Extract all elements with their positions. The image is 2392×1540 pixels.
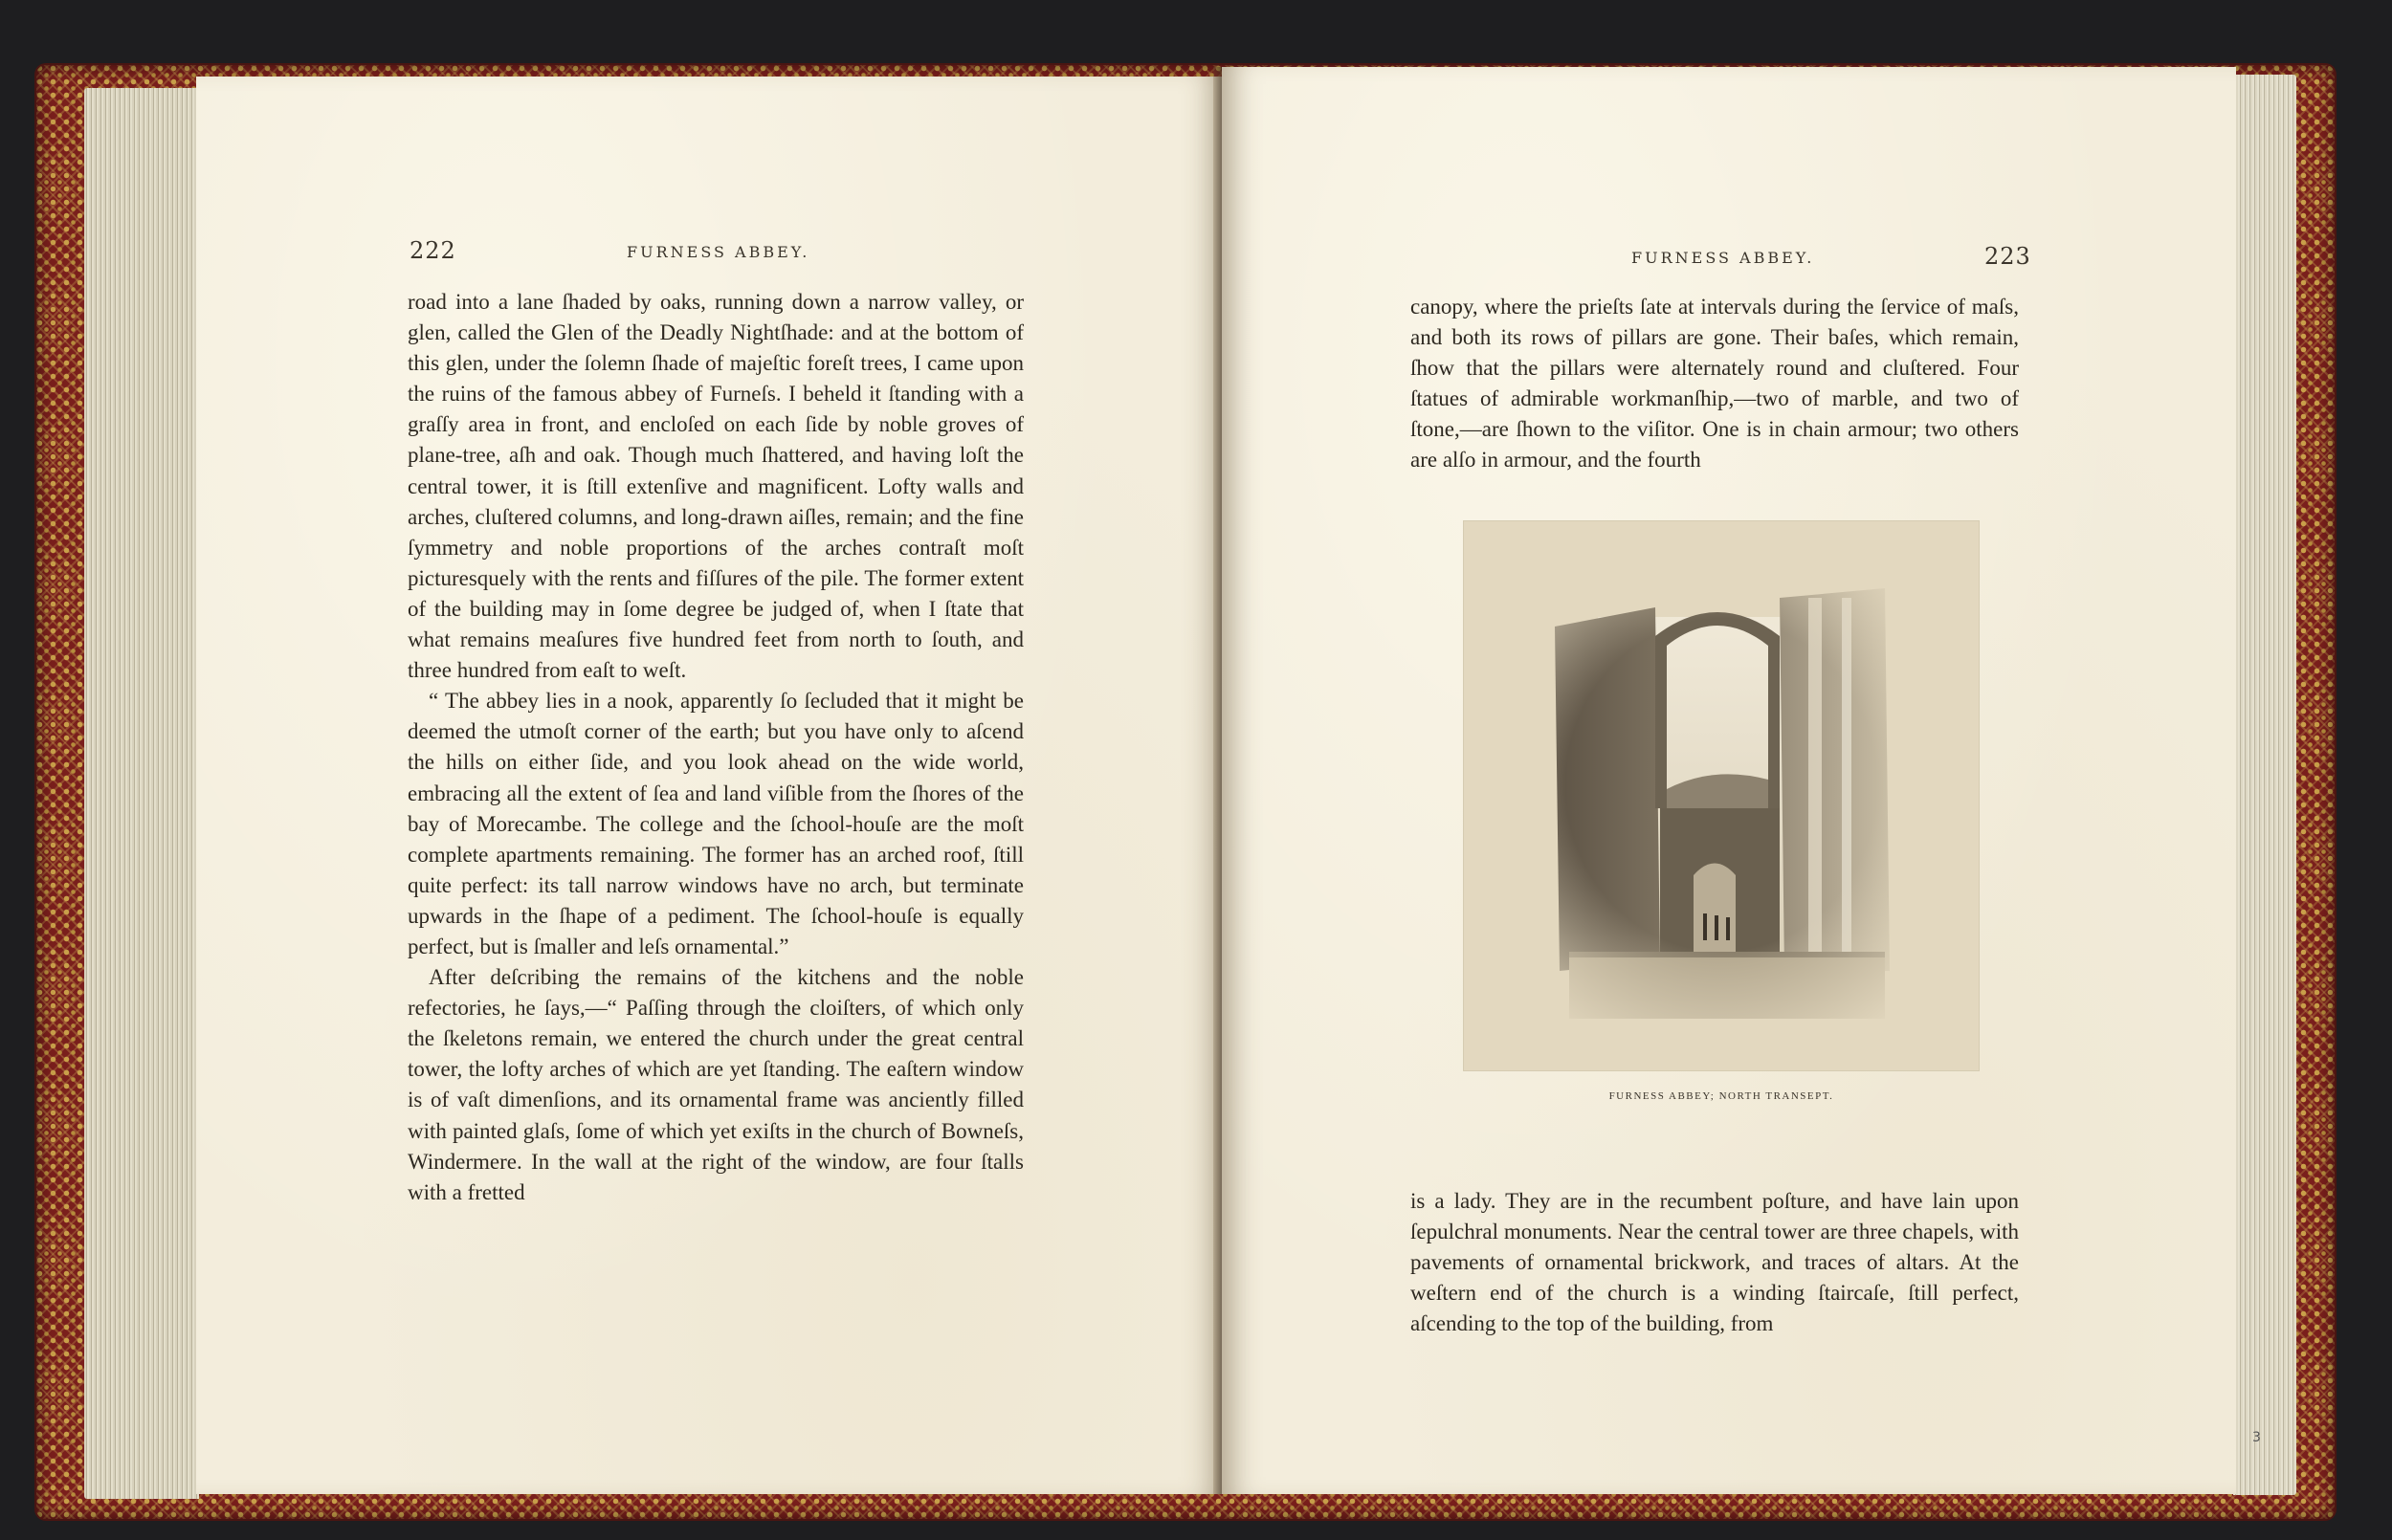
abbey-ruin-photo-image — [1464, 521, 1979, 1070]
left-paragraph: After deſcribing the remains of the kitchens and the noble refectories, he ſays,—“ Paſſing through the cloiſters, of which only the ſkeletons remain, we entered the church under the great central tower, the lofty arches of which are yet ſtanding. The eaſtern window is of vaſt dimenſions, and its ornamental frame was anciently filled with painted glaſs, ſome of which yet exiſts in the church of Bowneſs, Windermere. In the wall at the right of the window, are four ſtalls with a fretted — [408, 965, 1024, 1204]
right-text-block-top — [1410, 292, 2019, 476]
left-paragraph: road into a lane ſhaded by oaks, running down a narrow valley, or glen, called the Glen of the Deadly Nightſhade: and at the bottom of this glen, under the ſolemn ſhade of majeſtic foreſt trees, I came upon the ruins of the famous abbey of Furneſs. I beheld it ſtanding with a graſſy area in front, and encloſed on each ſide by noble groves of plane-tree, aſh and oak. Though much ſhattered, and having loſt the central tower, it is ſtill extenſive and magnificent. Lofty walls and arches, cluſtered columns, and long-drawn aiſles, remain; and the fine ſymmetry and noble proportions of the arches contraſt moſt picturesquely with the rents and fiſſures of the pile. The former extent of the building may in ſome degree be judged of, when I ſtate that what remains meaſures five hundred feet from north to ſouth, and three hundred from eaſt to weſt. — [408, 290, 1024, 683]
photo-caption: FURNESS ABBEY; NORTH TRANSEPT. — [1608, 1090, 1834, 1102]
left-page — [196, 77, 1222, 1494]
left-page-number: 222 — [410, 237, 456, 264]
edge-mark: 3 — [2252, 1430, 2261, 1445]
right-text-block-bottom — [1410, 1186, 2019, 1339]
left-page-edges — [84, 88, 199, 1499]
right-page-edges — [2233, 75, 2296, 1495]
right-paragraph: canopy, where the prieſts ſate at intervals during the ſervice of maſs, and both its rows of pillars are gone. Their baſes, which remain, ſhow that the pillars were alternately round and cluſtered. Four ſtatues of admirable workmanſhip,—two of marble, and two of ſtone,—are ſhown to the viſitor. One is in chain armour; two others are alſo in armour, and the fourth — [1410, 295, 2019, 473]
right-running-title: FURNESS ABBEY. — [1631, 249, 1815, 267]
left-text-block — [408, 287, 1024, 1208]
left-paragraph: “ The abbey lies in a nook, apparently ſo ſecluded that it might be deemed the utmoſt corner of the earth; but you have only to aſcend the hills on either ſide, and you look ahead on the wide world, embracing all the extent of ſea and land viſible from the ſhores of the bay of Morecambe. The college and the ſchool-houſe are the moſt complete apartments remaining. The former has an arched roof, ſtill quite perfect: its tall narrow windows have no arch, but terminate upwards in the ſhape of a pediment. The ſchool-houſe is equally perfect, but is ſmaller and leſs ornamental.” — [408, 689, 1024, 958]
left-running-title: FURNESS ABBEY. — [627, 243, 810, 261]
abbey-photograph — [1464, 521, 1979, 1070]
right-page-number: 223 — [1984, 243, 2031, 270]
right-paragraph: is a lady. They are in the recumbent poſture, and have lain upon ſepulchral monuments. Near the central tower are three chapels, with pavements of ornamental brickwork, and traces of altars. At the weſtern end of the church is a winding ſtaircaſe, ſtill perfect, aſcending to the top of the building, from — [1410, 1189, 2019, 1336]
